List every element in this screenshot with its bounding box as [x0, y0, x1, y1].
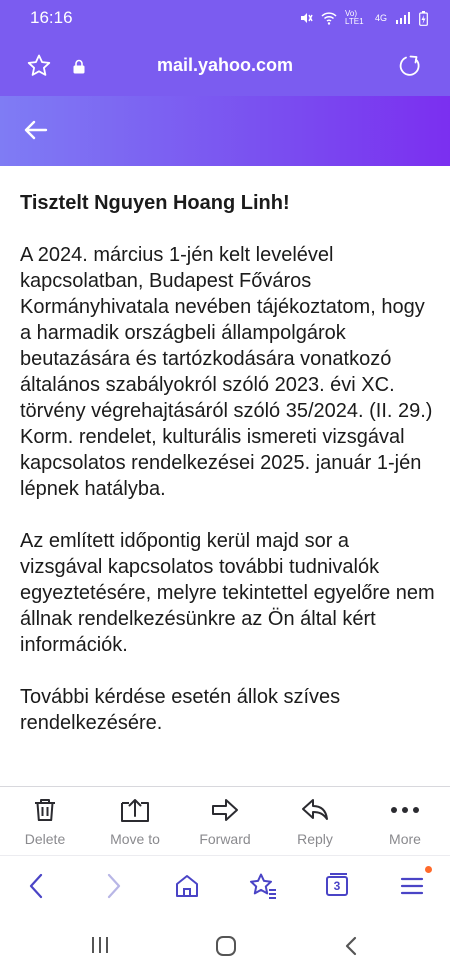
tab-count: 3: [333, 879, 341, 893]
signal-icon: [395, 12, 411, 24]
battery-icon: [419, 11, 428, 26]
more-label: More: [389, 831, 421, 847]
forward-button[interactable]: [180, 787, 270, 855]
system-back-icon[interactable]: [343, 935, 359, 957]
status-bar: [0, 0, 450, 36]
email-body: [20, 190, 435, 762]
status-time: 16:16: [30, 8, 73, 27]
home-icon[interactable]: [174, 872, 200, 900]
delete-label: Delete: [24, 831, 66, 847]
browser-nav-bar: [0, 855, 450, 918]
reply-button[interactable]: [270, 787, 360, 855]
delete-button[interactable]: [0, 787, 90, 855]
email-paragraph: További kérdése esetén állok szíves rendelkezésére.: [20, 686, 341, 734]
reply-icon: [301, 797, 329, 823]
bookmarks-star-icon[interactable]: [248, 872, 278, 900]
home-circle-icon[interactable]: [215, 935, 237, 957]
url-text[interactable]: mail.yahoo.com: [156, 55, 294, 75]
move-to-icon: [120, 797, 150, 823]
message-action-bar: [0, 786, 450, 855]
browser-back-icon[interactable]: [26, 872, 48, 900]
browser-forward-icon[interactable]: [102, 872, 124, 900]
tabs-button[interactable]: [324, 872, 350, 898]
move-to-label: Move to: [110, 831, 160, 847]
reload-icon[interactable]: [398, 54, 422, 78]
status-icons: [299, 10, 428, 26]
network-label: Vo) LTE1: [344, 9, 364, 26]
wifi-icon: [321, 12, 337, 25]
network-type: 4G: [374, 13, 387, 23]
more-button[interactable]: [360, 787, 450, 855]
notification-dot: [425, 866, 432, 873]
email-greeting: Tisztelt Nguyen Hoang Linh!: [20, 192, 290, 214]
forward-icon: [211, 797, 239, 823]
forward-label: Forward: [199, 831, 251, 847]
email-paragraph: Az említett időpontig kerül majd sor a vizsgával kapcsolatos további tudnivalók egyeztetésére, melyre tekintettel egyelőre nem állnak rendelkezésünkre az Ön által kért információk.: [20, 530, 435, 656]
browser-url-bar: [0, 36, 450, 96]
reply-label: Reply: [297, 831, 333, 847]
trash-icon: [32, 797, 58, 823]
move-to-button[interactable]: [90, 787, 180, 855]
more-dots-icon: [390, 797, 420, 823]
recent-apps-icon[interactable]: [90, 935, 110, 955]
mute-icon: [299, 11, 313, 25]
email-paragraph: A 2024. március 1-jén kelt levelével kapcsolatban, Budapest Főváros Kormányhivatala nevében tájékoztatom, hogy a harmadik országbeli állampolgárok beutazására és tartózkodására vonatkozó általános szabályokról szóló 2023. évi XC. törvény végrehajtásáról szóló 35/2024. (II. 29.) Korm. rendelet, kulturális ismereti vizsgával kapcsolatos rendelkezései 2025. január 1-jén lépnek hatályba.: [20, 244, 433, 500]
menu-icon[interactable]: [400, 872, 424, 900]
back-arrow-icon[interactable]: [24, 120, 48, 140]
message-header: [0, 96, 450, 166]
system-nav-bar: [0, 917, 450, 975]
